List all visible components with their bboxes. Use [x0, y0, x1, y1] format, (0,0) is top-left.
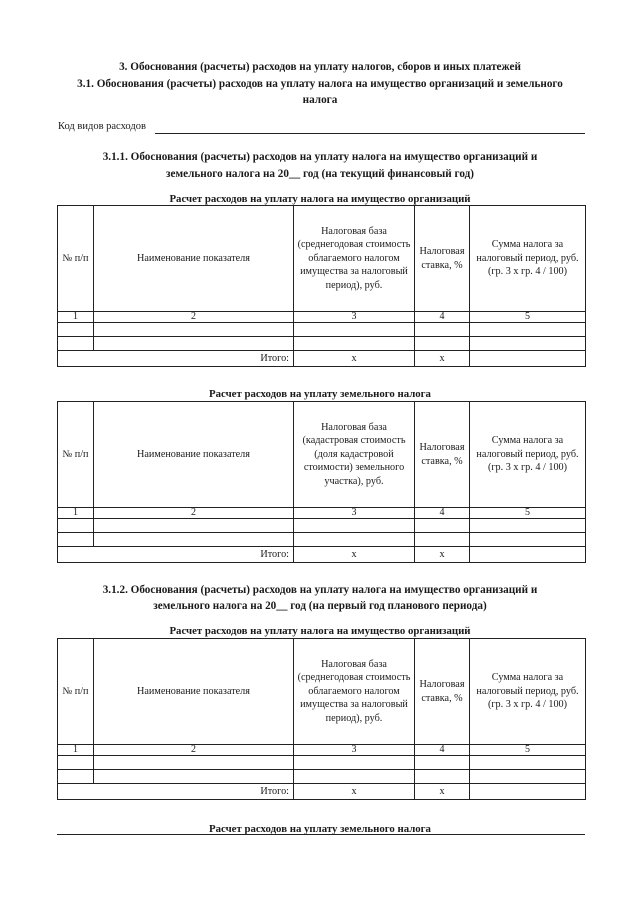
- part-2-heading-line1: 3.1.2. Обоснования (расчеты) расходов на уплату налога на имущество организаций и: [102, 584, 538, 596]
- table-row: [58, 323, 586, 337]
- total-base-x: х: [294, 351, 415, 367]
- col-number-2: 2: [94, 508, 294, 519]
- col-header-number: № п/п: [58, 206, 94, 312]
- total-rate-x: х: [415, 351, 470, 367]
- col-number-3: 3: [294, 745, 415, 756]
- table-title-land-tax-2: Расчет расходов на уплату земельного налога: [209, 823, 431, 835]
- subsection-heading-line1: 3.1. Обоснования (расчеты) расходов на уплату налога на имущество организаций и земельного: [77, 78, 563, 90]
- col-header-tax-rate: Налоговая ставка, %: [415, 639, 470, 745]
- col-header-indicator: Наименование показателя: [94, 639, 294, 745]
- table-row: [58, 770, 586, 784]
- col-header-indicator: Наименование показателя: [94, 206, 294, 312]
- table-row: [58, 337, 586, 351]
- total-label: Итого:: [58, 784, 294, 800]
- col-number-5: 5: [470, 312, 586, 323]
- table-row: [58, 519, 586, 533]
- total-row: [58, 784, 586, 800]
- expense-code-label: Код видов расходов: [58, 121, 146, 132]
- col-number-4: 4: [415, 508, 470, 519]
- total-base-x: х: [294, 784, 415, 800]
- table-title-property-tax-2: Расчет расходов на уплату налога на имущество организаций: [169, 625, 471, 637]
- col-header-sum: Сумма налога за налоговый период, руб. (гр. 3 х гр. 4 / 100): [470, 402, 586, 508]
- section-heading: 3. Обоснования (расчеты) расходов на уплату налогов, сборов и иных платежей: [119, 61, 521, 73]
- land-tax-table-1: [57, 401, 586, 563]
- expense-code-row: [58, 121, 585, 135]
- col-number-2: 2: [94, 745, 294, 756]
- col-number-2: 2: [94, 312, 294, 323]
- total-row: [58, 351, 586, 367]
- col-header-indicator: Наименование показателя: [94, 402, 294, 508]
- subsection-heading-line2: налога: [302, 94, 338, 106]
- col-number-1: 1: [58, 745, 94, 756]
- col-header-sum: Сумма налога за налоговый период, руб. (гр. 3 х гр. 4 / 100): [470, 206, 586, 312]
- part-1-heading-line1: 3.1.1. Обоснования (расчеты) расходов на уплату налога на имущество организаций и: [102, 151, 538, 163]
- total-base-x: х: [294, 547, 415, 563]
- col-header-tax-base: Налоговая база (среднегодовая стоимость облагаемого налогом имущества за налоговый период), руб.: [294, 639, 415, 745]
- col-number-1: 1: [58, 312, 94, 323]
- part-1-heading-line2: земельного налога на 20__ год (на текущий финансовый год): [166, 168, 474, 180]
- col-header-number: № п/п: [58, 402, 94, 508]
- col-header-tax-rate: Налоговая ставка, %: [415, 402, 470, 508]
- table-title-land-tax-1: Расчет расходов на уплату земельного налога: [209, 388, 431, 400]
- col-header-tax-base: Налоговая база (среднегодовая стоимость облагаемого налогом имущества за налоговый период), руб.: [294, 206, 415, 312]
- table-top-border: [57, 834, 585, 835]
- total-label: Итого:: [58, 351, 294, 367]
- col-header-tax-rate: Налоговая ставка, %: [415, 206, 470, 312]
- col-header-sum: Сумма налога за налоговый период, руб. (гр. 3 х гр. 4 / 100): [470, 639, 586, 745]
- property-tax-table-1: [57, 205, 586, 367]
- total-sum-cell[interactable]: [470, 547, 586, 563]
- col-number-1: 1: [58, 508, 94, 519]
- part-2-heading-line2: земельного налога на 20__ год (на первый год планового периода): [153, 600, 487, 612]
- table-row: [58, 756, 586, 770]
- col-number-5: 5: [470, 745, 586, 756]
- col-number-3: 3: [294, 508, 415, 519]
- table-title-property-tax-1: Расчет расходов на уплату налога на имущество организаций: [169, 193, 471, 205]
- table-row: [58, 533, 586, 547]
- total-label: Итого:: [58, 547, 294, 563]
- expense-code-blank-line: [155, 133, 585, 134]
- total-rate-x: х: [415, 784, 470, 800]
- total-sum-cell[interactable]: [470, 351, 586, 367]
- col-header-number: № п/п: [58, 639, 94, 745]
- total-rate-x: х: [415, 547, 470, 563]
- total-sum-cell[interactable]: [470, 784, 586, 800]
- col-header-tax-base: Налоговая база (кадастровая стоимость (доля кадастровой стоимости) земельного участка), руб.: [294, 402, 415, 508]
- col-number-3: 3: [294, 312, 415, 323]
- col-number-4: 4: [415, 745, 470, 756]
- total-row: [58, 547, 586, 563]
- col-number-4: 4: [415, 312, 470, 323]
- property-tax-table-2: [57, 638, 586, 800]
- col-number-5: 5: [470, 508, 586, 519]
